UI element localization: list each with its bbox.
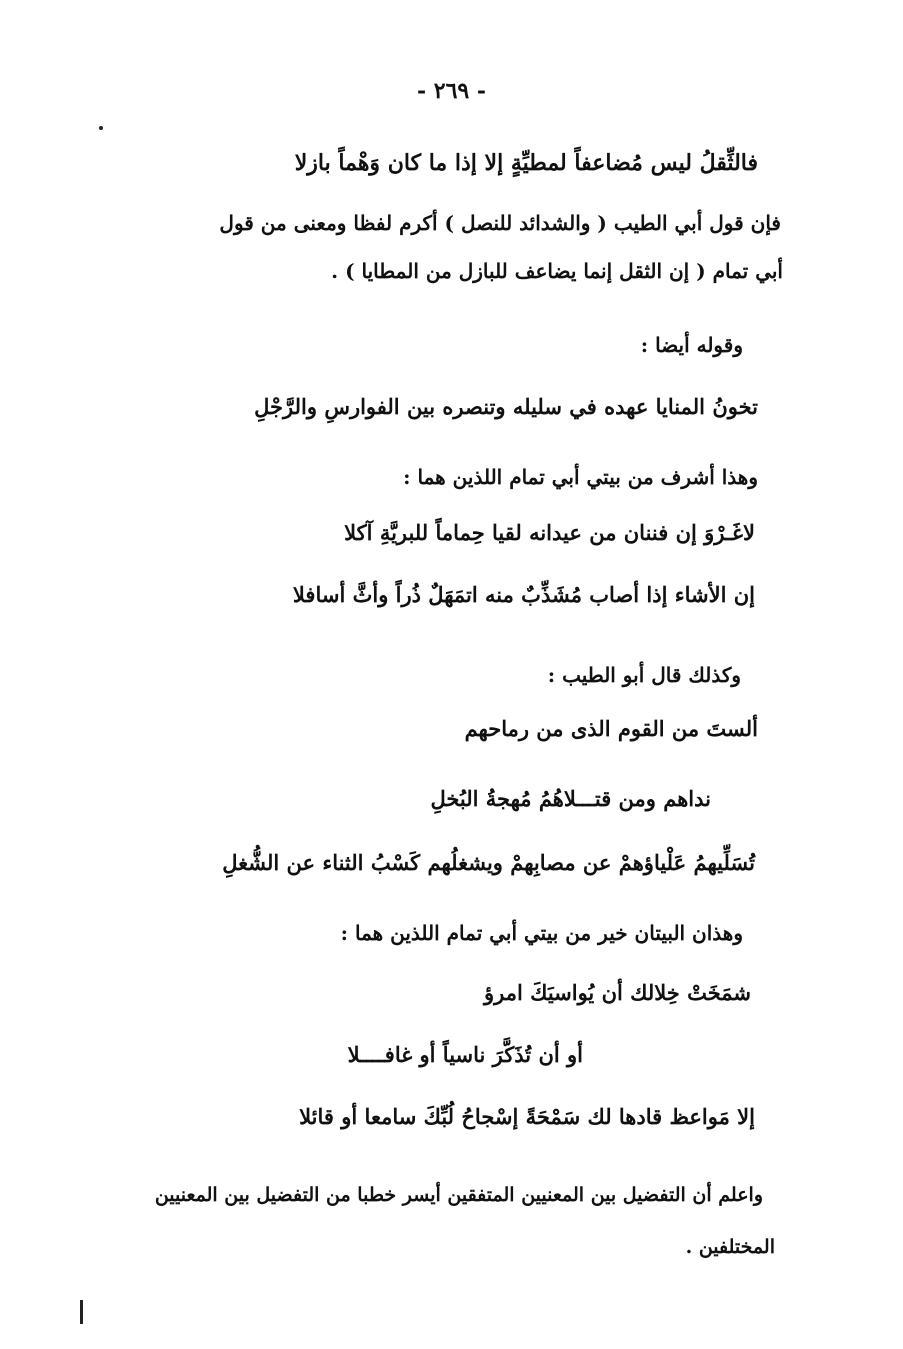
verse-line: شمَخَتْ خِلالك أن يُواسيَكَ امرؤ — [484, 980, 751, 1005]
verse-line: فالثِّقلُ ليس مُضاعفاً لمطيِّةٍ إلا إذا ما كان وَهْماً بازلا — [294, 150, 758, 176]
prose-line: المختلفين . — [685, 1236, 775, 1258]
verse-line: لاغَـرْوَ إن فننان من عيدانه لقيا حِماماً للبريَّةِ آكلا — [344, 520, 755, 545]
section-intro: وكذلك قال أبو الطيب : — [547, 663, 741, 687]
verse-line: تُسَلِّيهمُ عَلْياؤهمْ عن مصابِهمْ ويشغلُهم كَسْبُ الثناء عن الشُّغلِ — [222, 850, 755, 875]
page-number: - ٢٦٩ - — [416, 78, 487, 104]
section-intro: وهذان البيتان خير من بيتي أبي تمام اللذين هما : — [340, 921, 743, 945]
section-intro: وهذا أشرف من بيتي أبي تمام اللذين هما : — [403, 465, 758, 489]
verse-line: ألستَ من القوم الذى من رماحهم — [464, 716, 758, 741]
prose-line: واعلم أن التفضيل بين المعنيين المتفقين أيسر خطبا من التفضيل بين المعنيين — [154, 1184, 763, 1206]
verse-line: إلا مَواعظ قادها لك سَمْحَةً إسْجاحُ لُبِّكَ سامعا أو قائلا — [299, 1104, 755, 1129]
prose-line: فإن قول أبي الطيب ( والشدائد للنصل ) أكرم لفظا ومعنى من قول — [219, 211, 781, 235]
verse-line: تخونُ المنايا عهده في سليله وتنصره بين الفوارسِ والرَّجْلِ — [254, 394, 758, 419]
scan-speck — [99, 126, 103, 130]
verse-line: نداهم ومن قتـــلاهُمُ مُهجةُ البُخلِ — [430, 786, 711, 811]
section-intro: وقوله أيضا : — [640, 333, 743, 357]
verse-line: إن الأشاء إذا أصاب مُشَذِّبٌ منه اتمَهَلٌ ذُراً وأثَّ أسافلا — [292, 582, 755, 607]
verse-line: أو أن تُذَكَّرَ ناسياً أو غافــــلا — [347, 1042, 583, 1067]
scan-mark — [80, 1300, 83, 1324]
prose-line: أبي تمام ( إن الثقل إنما يضاعف للبازل من المطايا ) . — [331, 259, 783, 283]
